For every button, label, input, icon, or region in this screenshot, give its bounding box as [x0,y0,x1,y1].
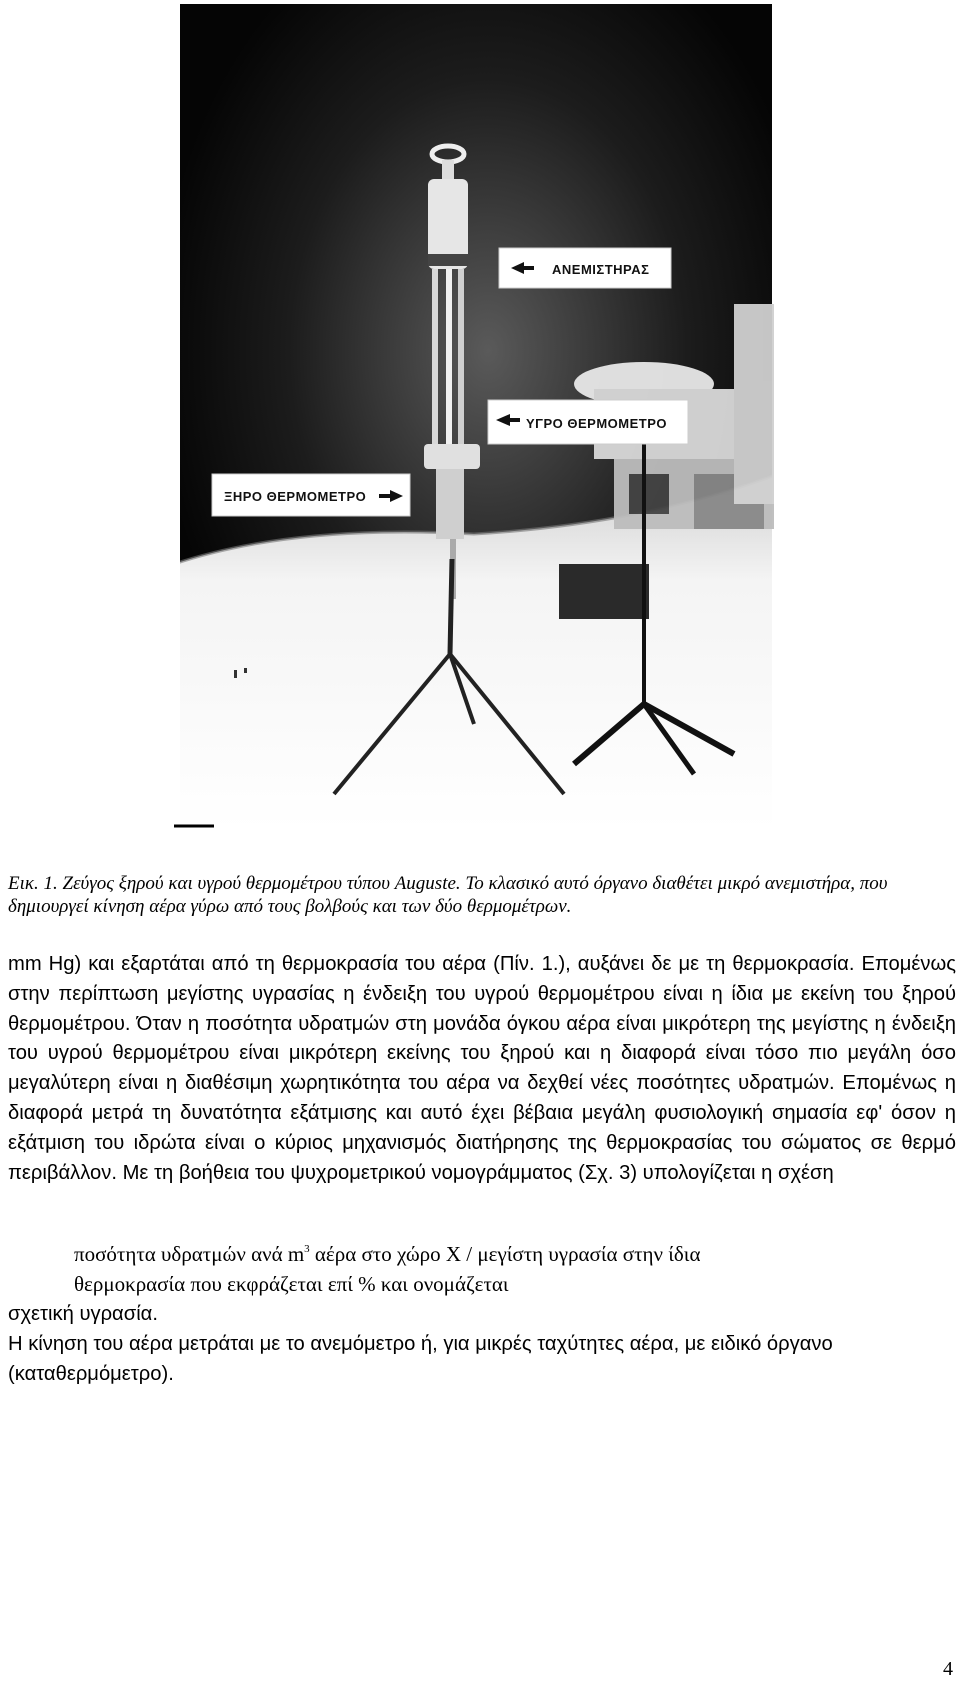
wet-thermometer-label [488,400,688,444]
formula-superscript: 3 [304,1243,310,1255]
fan-label [499,248,671,288]
relative-humidity-text: σχετική υγρασία. [8,1303,158,1325]
dry-thermometer-label [212,474,410,516]
wet-thermometer-label-text: ΥΓΡΟ ΘΕΡΜΟΜΕΤΡΟ [526,416,667,431]
formula-line-1 [74,1240,700,1269]
figure-caption: Εικ. 1. Ζεύγος ξηρού και υγρού θερμομέτρου τύπου Auguste. Το κλασικό αυτό όργανο διαθέτει μικρό ανεμιστήρα, που δημιουργεί κίνηση αέρα γύρω από τους βολβούς και των δύο θερμομέτρων. [8,873,888,917]
main-paragraph: mm Hg) και εξαρτάται από τη θερμοκρασία του αέρα (Πίν. 1.), αυξάνει δε με τη θερμοκρασία. Επομένως στην περίπτωση μεγίστης υγρασίας η ένδειξη του υγρού θερμομέτρου είναι η ίδια με εκείνη του ξηρού θερμομέτρου. Όταν η ποσότητα υδρατμών στη μονάδα όγκου αέρα είναι μικρότερη της μεγίστης η ένδειξη του υγρού θερμομέτρου είναι μικρότερη εκείνης του ξηρού και η διαφορά είναι τόσο πιο μεγάλη όσο μεγαλύτερη είναι η διαθέσιμη χωρητικότητα του αέρα να δεχθεί νέες ποσότητες υδρατμών. Επομένως η διαφορά μετρά τη δυνατότητα εξάτμισης και αυτό έχει βέβαια μεγάλη φυσιολογική σημασία εφ' όσον η εξάτμιση του ιδρώτα είναι ο κύριος μηχανισμός διατήρησης της θερμοκρασίας του σώματος σε θερμό περιβάλλον. Με τη βοήθεια του ψυχρομετρικού νομογράμματος (Σχ. 3) υπολογίζεται η σχέση [8,953,956,1184]
page-number: 4 [943,1658,953,1680]
air-movement-paragraph: Η κίνηση του αέρα μετράται με το ανεμόμετρο ή, για μικρές ταχύτητες αέρα, με ειδικό όργανο (καταθερμόμετρο). [8,1333,833,1385]
formula-text-b: αέρα στο χώρο X / μεγίστη υγρασία στην ίδια [309,1242,701,1266]
formula-line-2: θερμοκρασία που εκφράζεται επί % και ονομάζεται [74,1272,509,1296]
formula-text-a: ποσότητα υδρατμών ανά m [74,1242,305,1266]
figure-thermometer-photo [174,4,778,830]
fan-label-text: ΑΝΕΜΙΣΤΗΡΑΣ [552,262,650,277]
dry-thermometer-label-text: ΞΗΡΟ ΘΕΡΜΟΜΕΤΡΟ [224,489,367,504]
